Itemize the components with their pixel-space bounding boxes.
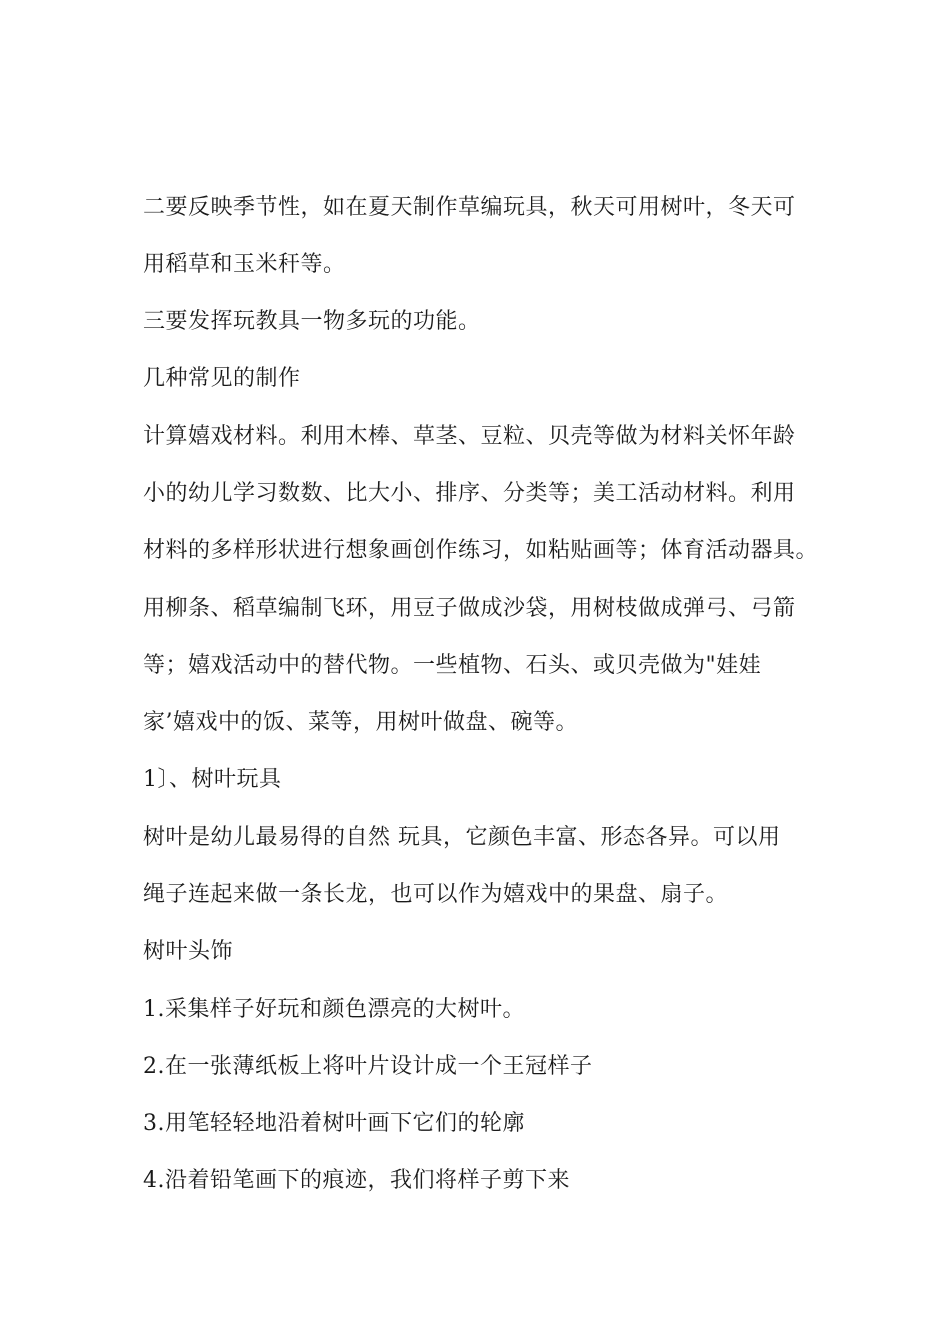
paragraph-line-8: 用柳条、稻草编制飞环，用豆子做成沙袋，用树枝做成弹弓、弓箭 [143, 596, 796, 621]
step-2: 2.在一张薄纸板上将叶片设计成一个王冠样子 [143, 1054, 593, 1079]
paragraph-line-7: 材料的多样形状进行想象画创作练习，如粘贴画等；体育活动器具。 [143, 538, 819, 563]
paragraph-line-10: 家’嬉戏中的饭、菜等，用树叶做盘、碗等。 [143, 710, 578, 735]
item-heading: 树叶头饰 [143, 939, 234, 964]
subsection-heading: 1〕、树叶玩具 [143, 767, 282, 792]
paragraph-line-5: 计算嬉戏材料。利用木棒、草茎、豆粒、贝壳等做为材料关怀年龄 [143, 424, 796, 449]
step-4: 4.沿着铅笔画下的痕迹，我们将样子剪下来 [143, 1168, 570, 1193]
paragraph-line-2: 用稻草和玉米秆等。 [143, 252, 346, 277]
step-3: 3.用笔轻轻地沿着树叶画下它们的轮廓 [143, 1111, 525, 1136]
paragraph-line-1: 二要反映季节性，如在夏天制作草编玩具，秋天可用树叶，冬天可 [143, 195, 796, 220]
paragraph-line-6: 小的幼儿学习数数、比大小、排序、分类等；美工活动材料。利用 [143, 481, 796, 506]
step-1: 1.采集样子好玩和颜色漂亮的大树叶。 [143, 997, 525, 1022]
section-heading: 几种常见的制作 [143, 366, 301, 391]
paragraph-line-12: 树叶是幼儿最易得的自然 玩具，它颜色丰富、形态各异。可以用 [143, 825, 781, 850]
paragraph-line-9: 等；嬉戏活动中的替代物。一些植物、石头、或贝壳做为"娃娃 [143, 653, 762, 678]
paragraph-line-3: 三要发挥玩教具一物多玩的功能。 [143, 309, 481, 334]
paragraph-line-13: 绳子连起来做一条长龙，也可以作为嬉戏中的果盘、扇子。 [143, 882, 729, 907]
